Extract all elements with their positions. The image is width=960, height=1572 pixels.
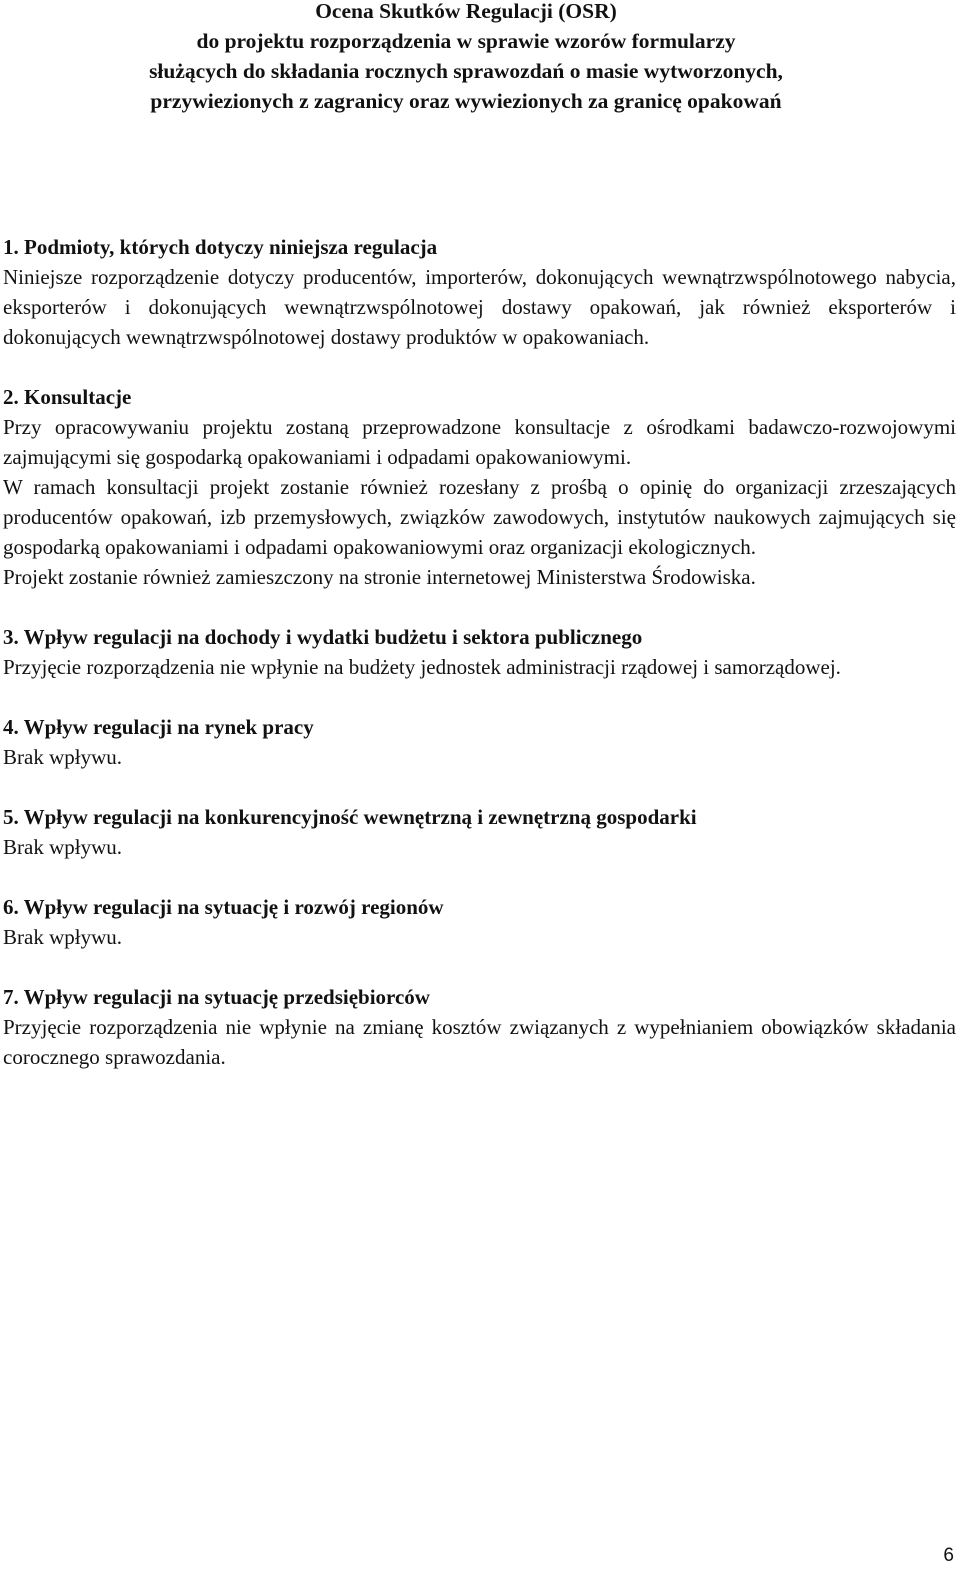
title-line: służących do składania rocznych sprawozdań o masie wytworzonych,	[149, 59, 783, 83]
section-entities	[3, 232, 956, 352]
document-title	[0, 0, 932, 116]
section-paragraph: Przyjęcie rozporządzenia nie wpłynie na zmianę kosztów związanych z wypełnianiem obowiązków składania corocznego sprawozdania.	[3, 1015, 956, 1069]
section-heading: 5. Wpływ regulacji na konkurencyjność wewnętrzną i zewnętrzną gospodarki	[3, 805, 697, 829]
title-line: przywiezionych z zagranicy oraz wywiezionych za granicę opakowań	[150, 89, 782, 113]
page-number: 6	[943, 1545, 954, 1566]
section-consultations	[3, 382, 956, 592]
section-paragraph: Przy opracowywaniu projektu zostaną przeprowadzone konsultacje z ośrodkami badawczo-rozwojowymi zajmującymi się gospodarką opakowaniami i odpadami opakowaniowymi.	[3, 415, 956, 469]
section-heading: 7. Wpływ regulacji na sytuację przedsiębiorców	[3, 985, 430, 1009]
section-heading: 3. Wpływ regulacji na dochody i wydatki budżetu i sektora publicznego	[3, 625, 643, 649]
title-line: Ocena Skutków Regulacji (OSR)	[315, 0, 617, 23]
section-heading: 6. Wpływ regulacji na sytuację i rozwój regionów	[3, 895, 444, 919]
section-regional-impact	[3, 892, 956, 952]
section-paragraph: Brak wpływu.	[3, 835, 122, 859]
title-line: do projektu rozporządzenia w sprawie wzorów formularzy	[196, 29, 736, 53]
section-heading: 1. Podmioty, których dotyczy niniejsza regulacja	[3, 235, 438, 259]
section-heading: 2. Konsultacje	[3, 385, 132, 409]
document-body	[3, 232, 956, 1102]
section-paragraph: Projekt zostanie również zamieszczony na stronie internetowej Ministerstwa Środowiska.	[3, 565, 756, 589]
section-competitiveness-impact	[3, 802, 956, 862]
section-business-impact	[3, 982, 956, 1072]
section-paragraph: W ramach konsultacji projekt zostanie również rozesłany z prośbą o opinię do organizacji zrzeszających producentów opakowań, izb przemysłowych, związków zawodowych, instytutów naukowych zajmujących się gospodarką opakowaniami i odpadami opakowaniowymi oraz organizacji ekologicznych.	[3, 475, 956, 559]
section-heading: 4. Wpływ regulacji na rynek pracy	[3, 715, 314, 739]
section-paragraph: Niniejsze rozporządzenie dotyczy producentów, importerów, dokonujących wewnątrzwspólnotowego nabycia, eksporterów i dokonujących wewnątrzwspólnotowej dostawy opakowań, jak również eksporterów i dokonujących wewnątrzwspólnotowej dostawy produktów w opakowaniach.	[3, 265, 956, 349]
section-labor-market-impact	[3, 712, 956, 772]
section-paragraph: Brak wpływu.	[3, 745, 122, 769]
section-paragraph: Brak wpływu.	[3, 925, 122, 949]
section-budget-impact	[3, 622, 956, 682]
section-paragraph: Przyjęcie rozporządzenia nie wpłynie na budżety jednostek administracji rządowej i samorządowej.	[3, 655, 841, 679]
